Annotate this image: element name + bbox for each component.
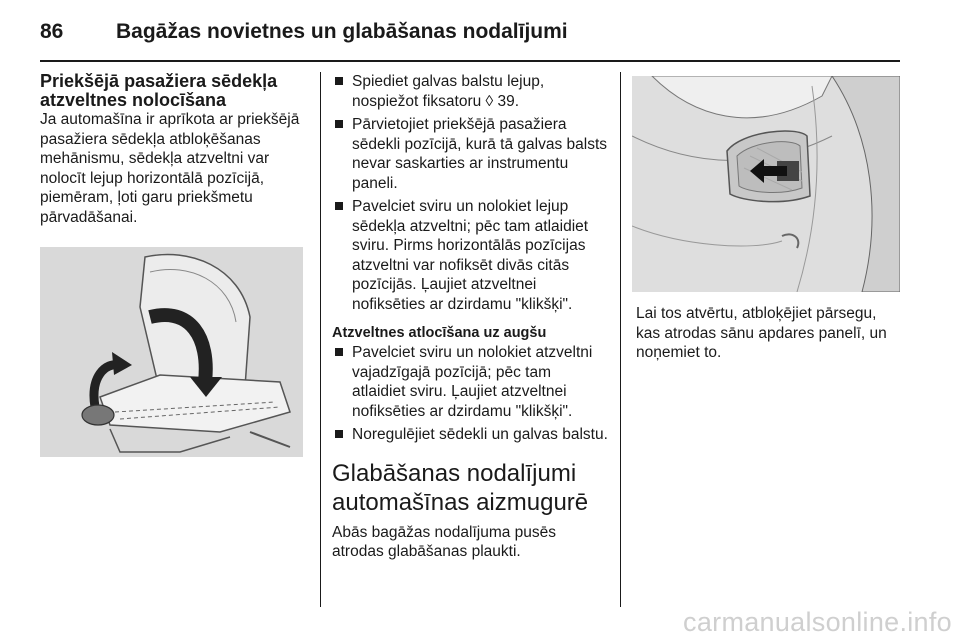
intro-paragraph: Ja automašīna ir aprīkota ar priekšējā pasažiera sēdekļa atbloķēšanas mehānismu, sēdekļa atzveltni var nolocīt lejup horizontālā pozīcijā, piemēram, ļoti garu priekšmetu pārvadāšanai. — [40, 111, 300, 226]
bullet-icon — [335, 202, 343, 210]
subheading-unfold: Atzveltnes atlocīšana uz augšu — [332, 325, 547, 341]
list-item: Pārvietojiet priekšējā pasažiera sēdekli pozīcijā, kurā tā galvas balsts nevar saskarties ar instrumentu paneli. — [332, 115, 608, 193]
trunk-cover-drawing — [632, 76, 900, 292]
bullet-icon — [335, 430, 343, 438]
header-divider — [40, 60, 900, 62]
list-item: Noregulējiet sēdekli un galvas balstu. — [332, 425, 608, 445]
watermark-text: carmanualsonline.info — [683, 607, 952, 637]
seat-illustration — [40, 247, 303, 457]
bullet-icon — [335, 77, 343, 85]
page-number: 86 — [40, 20, 64, 43]
column-left — [40, 72, 305, 457]
column-divider-1 — [320, 72, 321, 607]
unfold-steps-list — [332, 343, 608, 445]
section-title-fold-seat: Priekšējā pasažiera sēdekļa atzveltnes nolocīšana — [40, 71, 278, 110]
fold-steps-list — [332, 72, 608, 314]
column-divider-2 — [620, 72, 621, 607]
open-cover-paragraph: Lai tos atvērtu, atbloķējiet pārsegu, kas atrodas sānu apdares panelī, un noņemiet to. — [636, 305, 887, 361]
list-item: Pavelciet sviru un nolokiet atzveltni vajadzīgajā pozīcijā; pēc tam atlaidiet sviru. Ļaujiet atzveltnei nofiksēties ar dzirdamu "klikšķi". — [332, 343, 608, 421]
list-item: Spiediet galvas balstu lejup, nospiežot fiksatoru ◊ 39. — [332, 72, 608, 111]
column-right — [636, 72, 902, 363]
storage-paragraph: Abās bagāžas nodalījuma pusēs atrodas glabāšanas plaukti. — [332, 523, 557, 560]
list-item: Pavelciet sviru un nolokiet lejup sēdekļa atzveltni; pēc tam atlaidiet sviru. Pirms horizontālās pozīcijas atzveltni var nofiksēt divās citās pozīcijās. Ļaujiet atzveltnei nofiksēties ar dzirdamu "klikšķi". — [332, 197, 608, 314]
page-title: Bagāžas novietnes un glabāšanas nodalījumi — [116, 20, 568, 43]
section-title-storage: Glabāšanas nodalījumi automašīnas aizmugurē — [332, 459, 589, 516]
page-header — [40, 18, 920, 62]
bullet-icon — [335, 348, 343, 356]
trunk-illustration — [632, 76, 900, 292]
column-middle — [332, 72, 608, 562]
bullet-icon — [335, 120, 343, 128]
seat-fold-drawing — [40, 247, 303, 457]
